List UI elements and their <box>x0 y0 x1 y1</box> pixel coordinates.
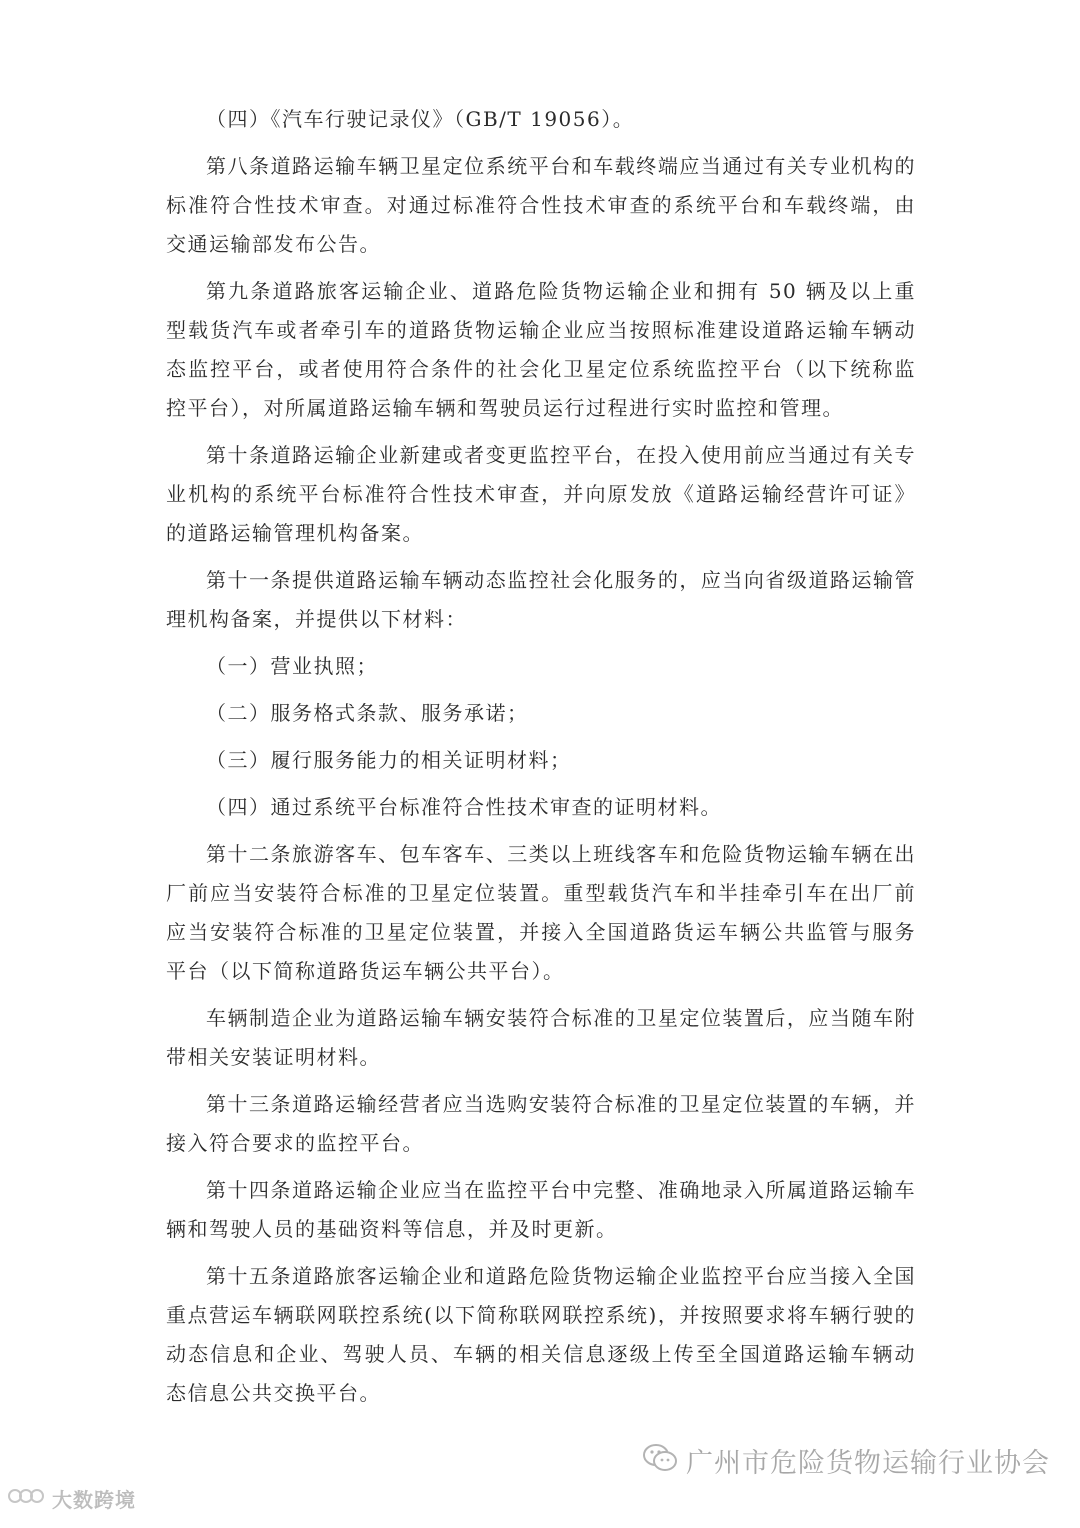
paragraph: 第八条道路运输车辆卫星定位系统平台和车载终端应当通过有关专业机构的标准符合性技术审查。对通过标准符合性技术审查的系统平台和车载终端，由交通运输部发布公告。 <box>166 154 916 256</box>
paragraph: 第十四条道路运输企业应当在监控平台中完整、准确地录入所属道路运输车辆和驾驶人员的基础资料等信息，并及时更新。 <box>166 1178 916 1241</box>
list-item: （三）履行服务能力的相关证明材料； <box>206 748 572 772</box>
list-item: （一）营业执照； <box>206 654 378 678</box>
watermark-dashuju <box>6 1478 136 1518</box>
paragraph: 第十条道路运输企业新建或者变更监控平台，在投入使用前应当通过有关专业机构的系统平台标准符合性技术审查，并向原发放《道路运输经营许可证》的道路运输管理机构备案。 <box>166 443 916 545</box>
paragraph: 第九条道路旅客运输企业、道路危险货物运输企业和拥有 50 辆及以上重型载货汽车或者牵引车的道路货物运输企业应当按照标准建设道路运输车辆动态监控平台，或者使用符合条件的社会化卫星定位系统监控平台（以下统称监控平台），对所属道路运输车辆和驾驶员运行过程进行实时监控和管理。 <box>166 279 916 420</box>
wechat-icon <box>642 1442 678 1478</box>
paragraph: 第十二条旅游客车、包车客车、三类以上班线客车和危险货物运输车辆在出厂前应当安装符合标准的卫星定位装置。重型载货汽车和半挂牵引车在出厂前应当安装符合标准的卫星定位装置，并接入全国道路货运车辆公共监管与服务平台（以下简称道路货运车辆公共平台）。 <box>166 842 916 983</box>
paragraph: 车辆制造企业为道路运输车辆安装符合标准的卫星定位装置后，应当随车附带相关安装证明材料。 <box>166 1006 916 1069</box>
paragraph: （四）《汽车行驶记录仪》（GB/T 19056）。 <box>206 107 635 131</box>
paragraph: 第十五条道路旅客运输企业和道路危险货物运输企业监控平台应当接入全国重点营运车辆联网联控系统(以下简称联网联控系统)，并按照要求将车辆行驶的动态信息和企业、驾驶人员、车辆的相关信息逐级上传至全国道路运输车辆动态信息公共交换平台。 <box>166 1264 916 1405</box>
watermark-org-name: 广州市危险货物运输行业协会 <box>686 1447 1050 1479</box>
document-body <box>166 100 916 1413</box>
paragraph: 第十三条道路运输经营者应当选购安装符合标准的卫星定位装置的车辆，并接入符合要求的监控平台。 <box>166 1092 916 1155</box>
paragraph: 第十一条提供道路运输车辆动态监控社会化服务的，应当向省级道路运输管理机构备案，并提供以下材料： <box>166 568 916 631</box>
dashuju-logo-icon <box>6 1484 46 1512</box>
watermark-wechat <box>642 1440 1050 1480</box>
list-item: （二）服务格式条款、服务承诺； <box>206 701 529 725</box>
list-item: （四）通过系统平台标准符合性技术审查的证明材料。 <box>206 795 722 819</box>
watermark-brand: 大数跨境 <box>52 1487 136 1512</box>
